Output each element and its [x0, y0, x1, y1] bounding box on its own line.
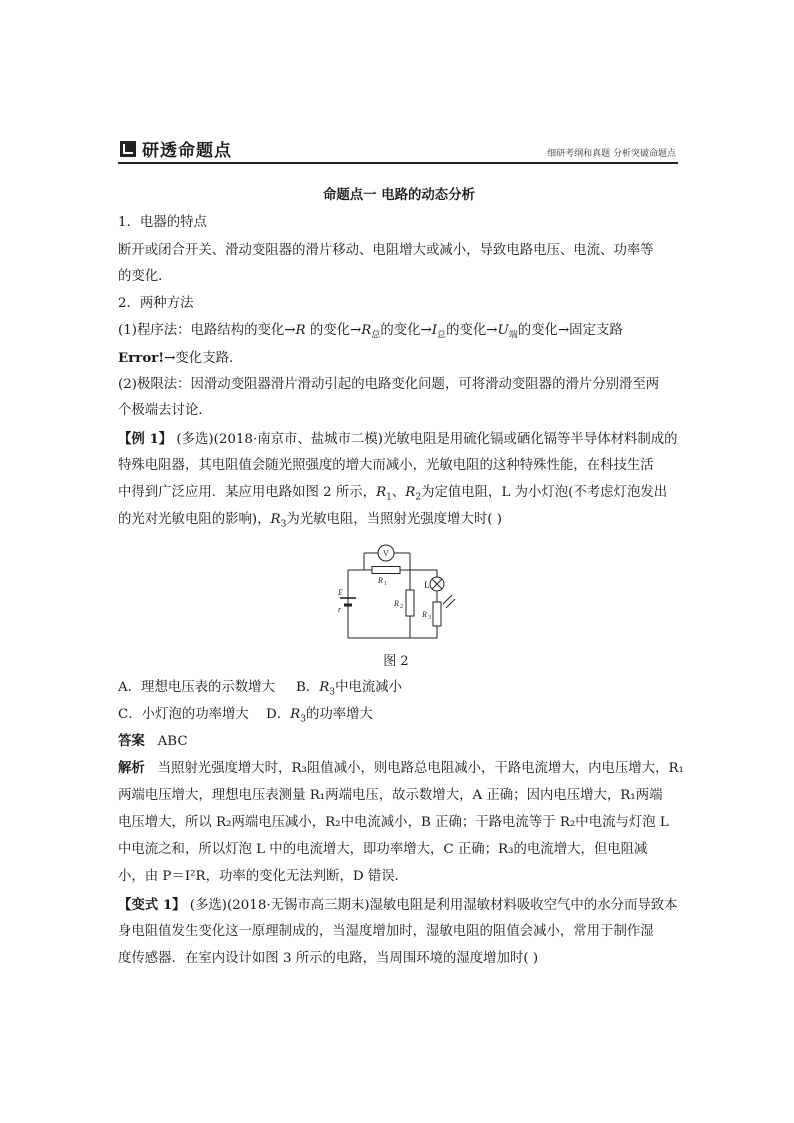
limit-method-line2: 个极端去讨论． — [118, 403, 212, 418]
program-method-line1 — [118, 321, 680, 346]
section-square-icon — [120, 141, 136, 157]
option-d — [266, 705, 373, 730]
subscript: 1 — [386, 492, 392, 503]
r1-sub: 1 — [384, 581, 387, 587]
example-line3 — [118, 483, 680, 508]
voltmeter-label: V — [383, 549, 389, 558]
heading-characteristics: 1．电器的特点 — [118, 215, 207, 230]
text: (多选)(2018·无锡市高三期末)湿敏电阻是利用湿敏材料吸收空气中的水分而导致本 — [185, 898, 678, 913]
variant-tag: 【变式 1】 — [118, 897, 186, 913]
analysis-line3: 电压增大，所以 R₂两端电压减小，R₂中电流减小，B 正确；干路电流等于 R₂中电流与灯泡 L — [118, 815, 669, 830]
text: 的变化→ — [305, 323, 362, 338]
subscript: 总 — [437, 330, 447, 341]
variant-line1 — [118, 895, 680, 916]
limit-method-line1: (2)极限法：因滑动变阻器滑片滑动引起的电路变化问题，可将滑动变阻器的滑片分别滑至两 — [118, 377, 660, 392]
text: 为光敏电阻，当照射光强度增大时( ) — [286, 512, 502, 527]
text: →变化支路． — [164, 351, 243, 366]
text: (1)程序法：电路结构的变化→ — [118, 323, 296, 338]
analysis-line4: 中电流之和，所以灯泡 L 中的电流增大，即功率增大，C 正确；R₃的电流增大，但电阻减 — [118, 842, 648, 857]
answer-label: 答案 — [118, 734, 145, 749]
subscript: 3 — [280, 519, 287, 530]
header-rule — [118, 162, 678, 164]
subscript: 2 — [415, 492, 422, 503]
header-title: 研透命题点 — [142, 141, 232, 161]
subscript: 3 — [300, 714, 306, 725]
subscript: 3 — [329, 687, 336, 698]
text: 的变化→ — [446, 323, 498, 338]
paragraph-characteristics-line1: 断开或闭合开关、滑动变阻器的滑片移动、电阻增大或减小，导致电路电压、电流、功率等 — [118, 243, 654, 258]
r1-label: R — [378, 576, 383, 585]
text: 的变化→ — [380, 323, 432, 338]
example-tag: 【例 1】 — [118, 431, 173, 447]
symbol: R — [270, 512, 281, 527]
analysis-line1 — [118, 759, 684, 779]
symbol: I — [431, 323, 438, 338]
error-text: Error! — [118, 350, 165, 366]
text: 、 — [391, 485, 406, 500]
answer-value: ABC — [157, 734, 188, 749]
option-b — [296, 678, 402, 703]
circuit-diagram — [336, 540, 456, 644]
program-method-line2 — [118, 348, 680, 369]
example-line2: 特殊电阻器，其电阻值会随光照强度的增大而减小，光敏电阻的这种特殊性能，在科技生活 — [118, 458, 654, 473]
header-subtitle: 细研考纲和真题 分析突破命题点 — [547, 149, 676, 159]
lamp-label: L — [424, 580, 430, 590]
emf-label: E — [338, 588, 343, 597]
symbol: R — [361, 323, 372, 338]
text: 的变化→固定支路 — [517, 323, 623, 338]
text: D． — [266, 707, 291, 722]
analysis-label: 解析 — [118, 761, 145, 776]
internal-r-label: r — [338, 605, 342, 614]
text: (多选)(2018·南京市、盐城市二模)光敏电阻是用硫化镉或硒化镉等半导体材料制成的 — [172, 432, 678, 447]
variant-line2: 身电阻值发生变化这一原理制成的，当湿度增加时，湿敏电阻的阻值会减小，常用于制作湿 — [118, 924, 654, 939]
symbol: R — [376, 485, 387, 500]
heading-two-methods: 2．两种方法 — [118, 296, 194, 311]
answer — [118, 732, 680, 752]
r3-label: R — [422, 610, 427, 619]
paragraph-characteristics-line2: 的变化． — [118, 269, 172, 284]
section-title: 命题点一 电路的动态分析 — [323, 188, 475, 203]
option-a: A．理想电压表的示数增大 — [118, 680, 275, 695]
r2-label: R — [394, 599, 399, 608]
symbol: R — [295, 323, 306, 338]
analysis-line2: 两端电压增大，理想电压表测量 R₁两端电压，故示数增大，A 正确；因内电压增大，R₁两端 — [118, 788, 663, 803]
section-header — [118, 138, 678, 164]
example-line4 — [118, 510, 680, 535]
subscript: 端 — [508, 330, 518, 341]
symbol: R — [290, 707, 301, 722]
text: B． — [296, 680, 320, 695]
r3-sub: 3 — [428, 615, 431, 621]
r2-sub: 2 — [400, 604, 403, 610]
symbol: U — [497, 323, 509, 338]
variant-line3: 度传感器．在室内设计如图 3 所示的电路，当周围环境的湿度增加时( ) — [118, 951, 539, 966]
text: 为定值电阻，L 为小灯泡(不考虑灯泡发出 — [421, 485, 668, 500]
text: 中电流减小 — [335, 680, 403, 695]
option-c: C．小灯泡的功率增大 — [118, 707, 249, 722]
text: 中得到广泛应用．某应用电路如图 2 所示， — [118, 485, 377, 500]
subscript: 总 — [371, 330, 381, 341]
text: 当照射光强度增大时，R₃阻值减小，则电路总电阻减小，干路电流增大，内电压增大，R₁ — [157, 761, 684, 776]
example-line1 — [118, 429, 680, 450]
text: 的功率增大 — [305, 707, 373, 722]
figure-caption: 图 2 — [383, 654, 409, 669]
analysis-line5: 小，由 P＝I²R，功率的变化无法判断，D 错误． — [118, 869, 409, 884]
symbol: R — [405, 485, 416, 500]
symbol: R — [319, 680, 330, 695]
text: 的光对光敏电阻的影响)， — [118, 512, 271, 527]
